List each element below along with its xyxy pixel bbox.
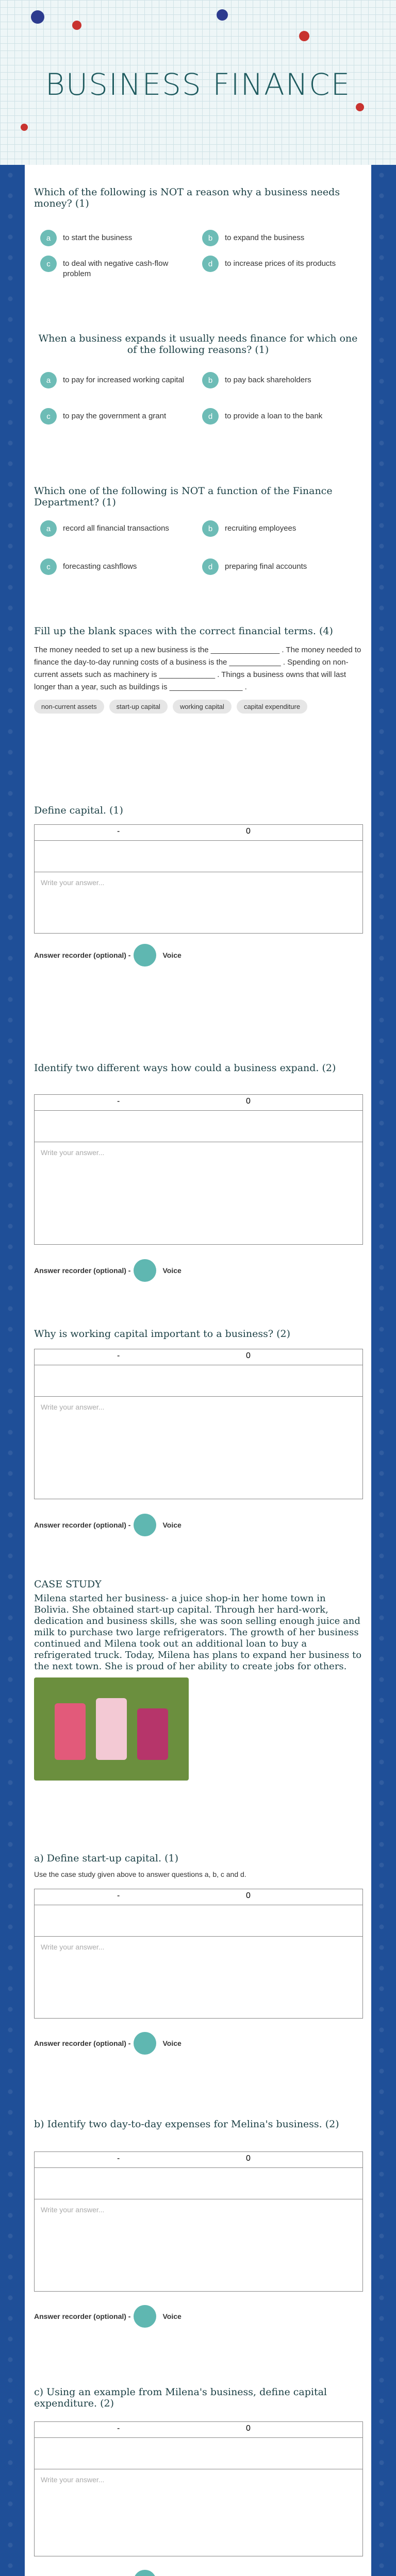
voice-label: Voice	[162, 2312, 182, 2320]
question-title: Identify two different ways how could a business expand. (2)	[34, 1062, 336, 1074]
question-6	[34, 1062, 362, 1074]
answer-recorder	[34, 1514, 182, 1536]
toolbar-item[interactable]: 0	[246, 2424, 251, 2433]
toolbar-item[interactable]: -	[117, 1891, 120, 1900]
answer-toolbar-2	[35, 1905, 362, 1937]
answer-placeholder: Write your answer...	[41, 1148, 105, 1157]
word-chip[interactable]: working capital	[173, 700, 232, 714]
answer-recorder	[34, 944, 182, 967]
record-button[interactable]	[134, 1514, 156, 1536]
question-title: When a business expands it usually needs finance for which one of the following reasons? (1)	[38, 333, 358, 355]
word-chip[interactable]: non-current assets	[34, 700, 104, 714]
option-text: preparing final accounts	[225, 562, 307, 571]
recorder-label: Answer recorder (optional) -	[34, 2312, 131, 2320]
question-4	[34, 625, 362, 714]
option-a[interactable]	[40, 230, 190, 246]
option-letter: a	[40, 520, 57, 537]
answer-toolbar	[35, 1889, 362, 1905]
option-c[interactable]	[40, 558, 190, 575]
toolbar-item[interactable]: 0	[246, 1351, 251, 1360]
option-d[interactable]	[202, 408, 352, 425]
question-8	[34, 1853, 362, 1880]
answer-placeholder: Write your answer...	[41, 1403, 105, 1411]
answer-box[interactable]	[34, 1889, 363, 2019]
option-letter: b	[202, 230, 219, 246]
option-letter: b	[202, 372, 219, 388]
question-7	[34, 1328, 362, 1340]
decor-dot	[356, 103, 364, 111]
answer-recorder	[34, 2032, 182, 2055]
voice-label: Voice	[162, 1521, 182, 1529]
fill-blank-text: The money needed to set up a new business is the ________________ . The money needed to finance the day-to-day running costs of a business is the ____________ . Spending on non-current assets such as machinery is _____________ . Things a business owns that will last longer than a year, such as buildings is _________________ .	[34, 646, 361, 691]
record-button[interactable]	[134, 2032, 156, 2055]
decor-dot	[72, 21, 81, 30]
toolbar-item[interactable]: 0	[246, 1097, 251, 1106]
answer-box[interactable]	[34, 1349, 363, 1499]
answer-placeholder: Write your answer...	[41, 1943, 105, 1951]
question-title: a) Define start-up capital. (1)	[34, 1853, 178, 1864]
case-study-heading: CASE STUDY	[34, 1579, 102, 1590]
voice-label: Voice	[162, 951, 182, 959]
option-text: to pay for increased working capital	[63, 376, 185, 384]
answer-placeholder: Write your answer...	[41, 878, 105, 887]
answer-recorder	[34, 2305, 182, 2328]
decor-dot	[217, 9, 228, 21]
option-b[interactable]	[202, 520, 352, 537]
case-study-text: Milena started her business- a juice shop-in her home town in Bolivia. She obtained start-up capital. Through her hard-work, dedication and business skills, she was soon selling enough juice and milk to purchase two large refrigerators. The growth of her business continued and Milena took out an additional loan to buy a refrigerated truck. Today, Milena has plans to expand her business to the next town. She is proud of her ability to create jobs for others.	[34, 1593, 362, 1672]
juice-photo	[34, 1677, 189, 1781]
question-9	[34, 2119, 362, 2130]
option-text: to pay back shareholders	[225, 376, 311, 384]
option-text: to pay the government a grant	[63, 412, 167, 420]
record-button[interactable]	[134, 1259, 156, 1282]
answer-toolbar-2	[35, 841, 362, 872]
answer-toolbar-2	[35, 2438, 362, 2469]
decor-dot	[31, 10, 44, 24]
answer-box[interactable]	[34, 2421, 363, 2556]
question-2	[34, 333, 362, 355]
question-title: b) Identify two day-to-day expenses for Melina's business. (2)	[34, 2119, 339, 2130]
juice-glass-icon	[137, 1708, 168, 1760]
answer-toolbar-2	[35, 2168, 362, 2199]
option-c[interactable]	[40, 408, 190, 425]
recorder-label: Answer recorder (optional) -	[34, 951, 131, 959]
toolbar-item[interactable]: 0	[246, 2154, 251, 2163]
option-a[interactable]	[40, 520, 190, 537]
answer-recorder	[34, 1259, 182, 1282]
decor-dot	[21, 124, 28, 131]
record-button[interactable]	[134, 944, 156, 967]
question-3	[34, 485, 362, 508]
answer-toolbar-2	[35, 1365, 362, 1397]
answer-toolbar	[35, 2152, 362, 2168]
option-letter: a	[40, 372, 57, 388]
option-letter: d	[202, 408, 219, 425]
record-button[interactable]	[134, 2570, 156, 2576]
question-10	[34, 2386, 362, 2409]
answer-box[interactable]	[34, 1094, 363, 1245]
option-letter: a	[40, 230, 57, 246]
answer-placeholder: Write your answer...	[41, 2476, 105, 2484]
case-study	[34, 1579, 362, 1781]
question-1	[34, 187, 362, 209]
option-d[interactable]	[202, 558, 352, 575]
voice-label: Voice	[162, 2039, 182, 2047]
word-chip[interactable]: start-up capital	[109, 700, 168, 714]
word-chip[interactable]: capital expenditure	[237, 700, 307, 714]
answer-placeholder: Write your answer...	[41, 2206, 105, 2214]
question-title: Which one of the following is NOT a function of the Finance Department? (1)	[34, 485, 333, 508]
toolbar-item[interactable]: 0	[246, 827, 251, 836]
option-text: record all financial transactions	[63, 524, 169, 533]
juice-glass-icon	[55, 1703, 86, 1760]
answer-box[interactable]	[34, 2151, 363, 2292]
answer-toolbar	[35, 1095, 362, 1111]
recorder-label: Answer recorder (optional) -	[34, 1266, 131, 1275]
option-text: recruiting employees	[225, 524, 296, 533]
option-text: to start the business	[63, 233, 133, 242]
answer-toolbar-2	[35, 1111, 362, 1142]
recorder-label: Answer recorder (optional) -	[34, 1521, 131, 1529]
answer-toolbar	[35, 825, 362, 841]
question-title: Define capital. (1)	[34, 805, 123, 816]
option-letter: c	[40, 408, 57, 425]
toolbar-item[interactable]: -	[117, 827, 120, 836]
juice-glass-icon	[96, 1698, 127, 1760]
voice-label: Voice	[162, 1266, 182, 1275]
option-text: forecasting cashflows	[63, 562, 137, 571]
toolbar-item[interactable]: -	[117, 1097, 120, 1106]
option-text: to deal with negative cash-flow problem	[63, 259, 169, 278]
option-text: to provide a loan to the bank	[225, 412, 323, 420]
toolbar-item[interactable]: -	[117, 2424, 120, 2433]
page-title: BUSINESS FINANCE	[45, 67, 351, 102]
answer-recorder	[34, 2570, 182, 2576]
option-a[interactable]	[40, 372, 190, 388]
question-title: c) Using an example from Milena's business, define capital expenditure. (2)	[34, 2386, 327, 2409]
option-letter: d	[202, 558, 219, 575]
toolbar-item[interactable]: -	[117, 1351, 120, 1360]
recorder-label: Answer recorder (optional) -	[34, 2039, 131, 2047]
option-c[interactable]	[40, 256, 190, 279]
answer-box[interactable]	[34, 824, 363, 934]
answer-toolbar	[35, 2422, 362, 2438]
option-text: to increase prices of its products	[225, 259, 336, 268]
option-d[interactable]	[202, 256, 352, 272]
question-title: Why is working capital important to a business? (2)	[34, 1328, 290, 1340]
record-button[interactable]	[134, 2305, 156, 2328]
toolbar-item[interactable]: -	[117, 2154, 120, 2163]
header-banner	[0, 0, 396, 165]
answer-toolbar	[35, 1349, 362, 1365]
question-note: Use the case study given above to answer questions a, b, c and d.	[34, 1870, 246, 1878]
option-letter: b	[202, 520, 219, 537]
question-5	[34, 805, 362, 816]
option-letter: c	[40, 558, 57, 575]
decor-dot	[299, 31, 309, 41]
option-text: to expand the business	[225, 233, 305, 242]
option-b[interactable]	[202, 372, 352, 388]
option-letter: c	[40, 256, 57, 272]
option-letter: d	[202, 256, 219, 272]
question-title: Which of the following is NOT a reason why a business needs money? (1)	[34, 187, 340, 209]
toolbar-item[interactable]: 0	[246, 1891, 251, 1900]
question-title: Fill up the blank spaces with the correct financial terms. (4)	[34, 625, 333, 637]
option-b[interactable]	[202, 230, 352, 246]
word-bank	[34, 700, 362, 714]
